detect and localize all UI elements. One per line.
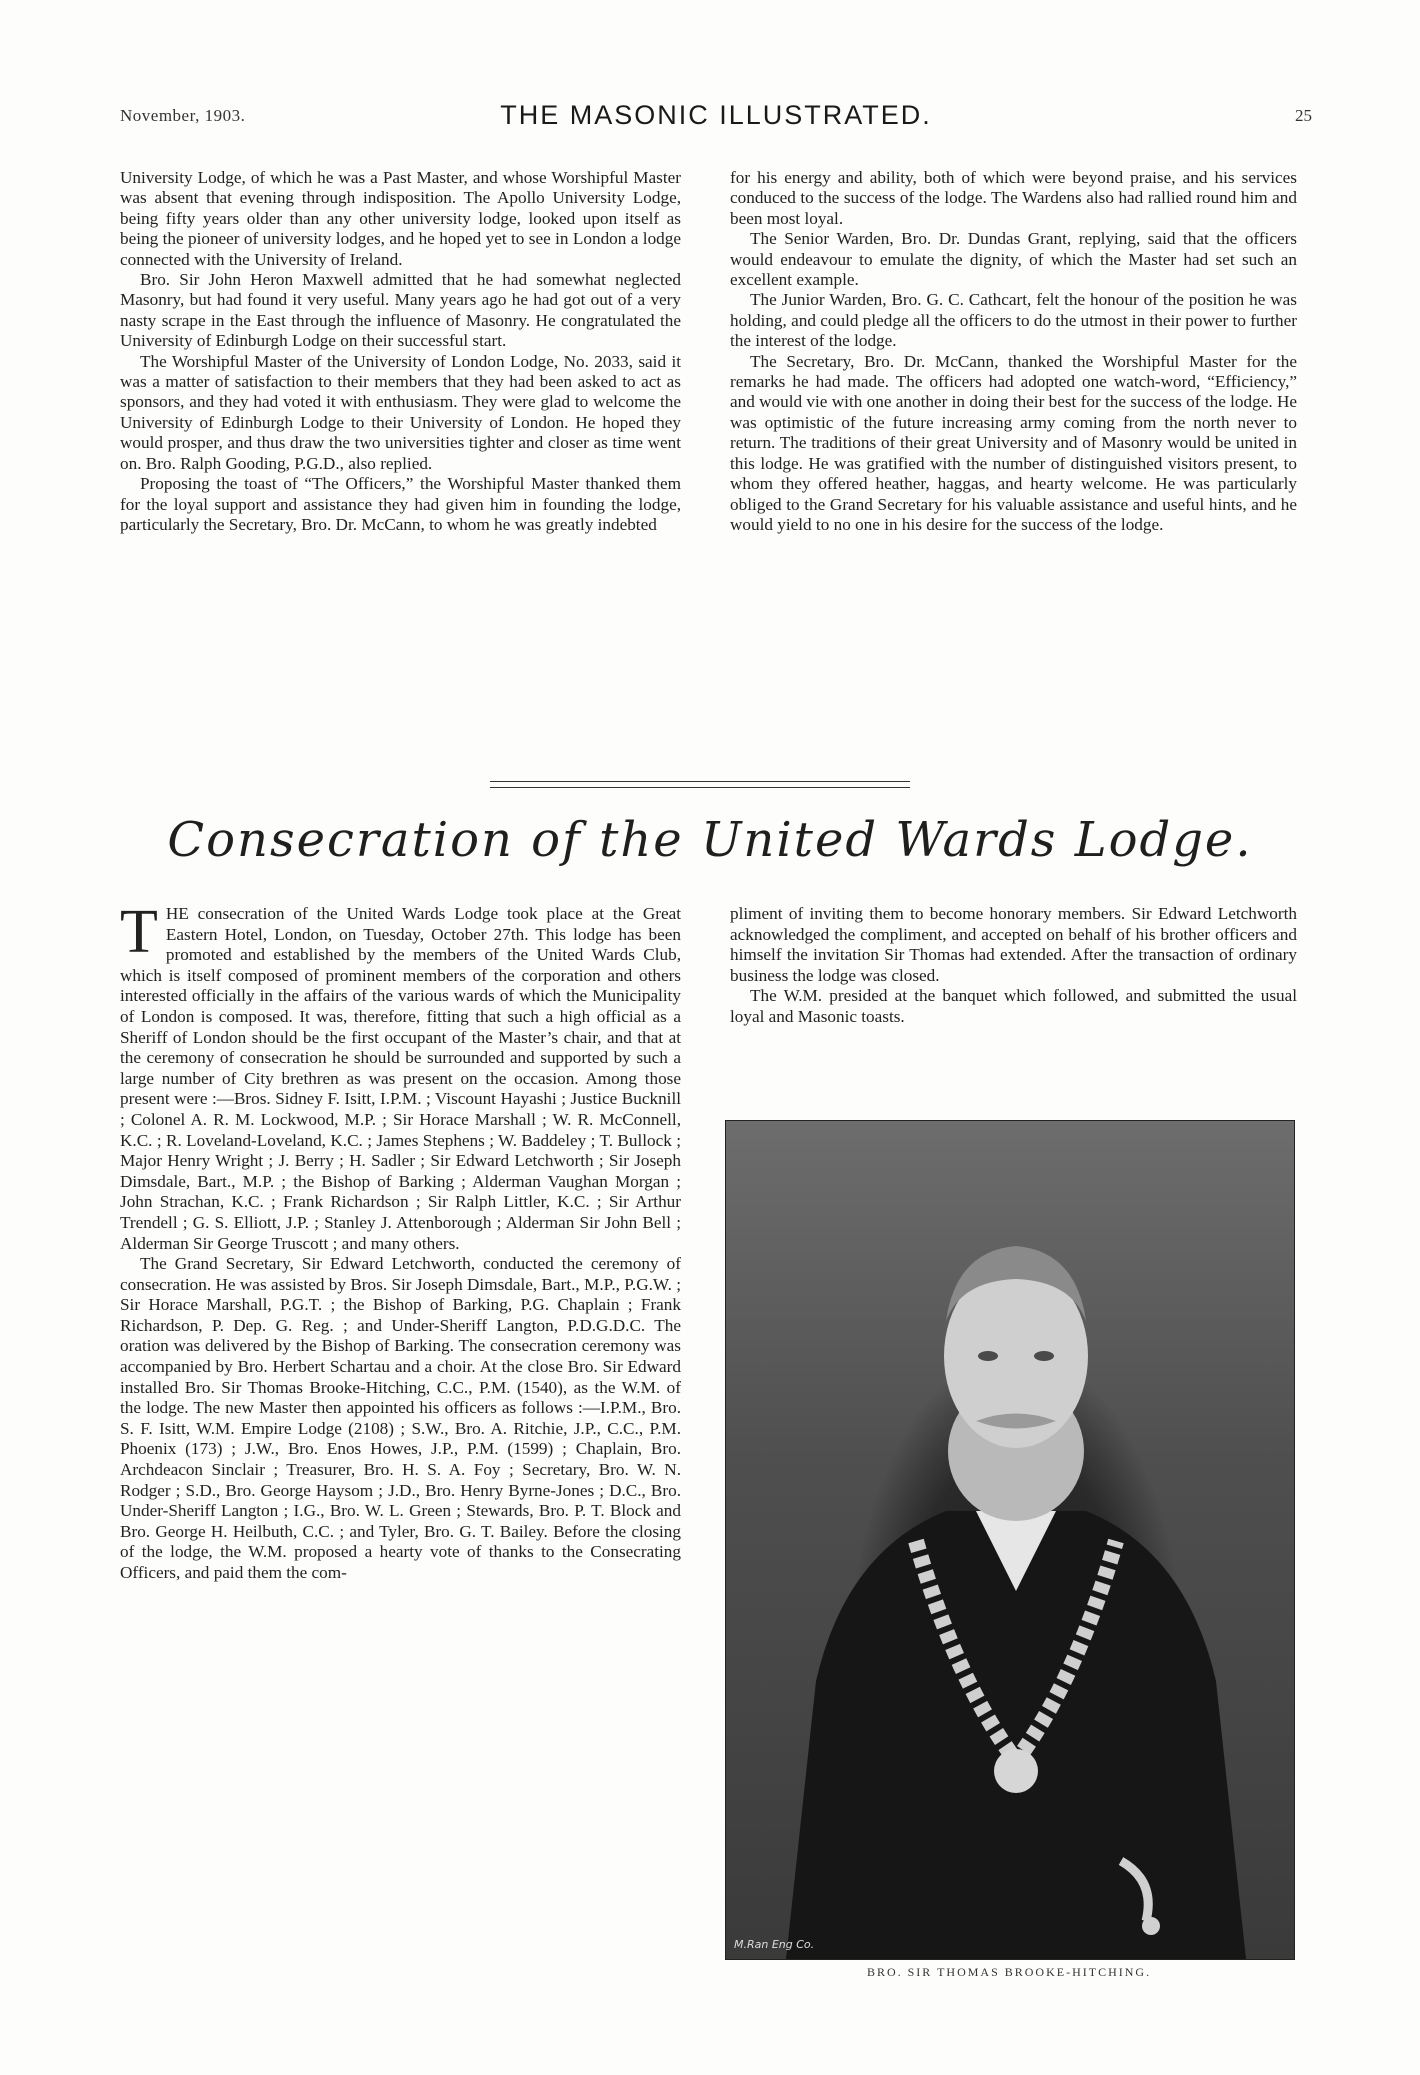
paragraph: The Secretary, Bro. Dr. McCann, thanked the Worshipful Master for the remarks he had made. The officers had adopted one watch-word, “Efficiency,” and would vie with one another in doing their best for the success of the lodge. He was optimistic of the future increasing army coming from the north never to return. The traditions of their great University and of Masonry would be united in this lodge. He was gratified with the number of distinguished visitors present, to whom they offered heather, haggas, and hearty welcome. He was particularly obliged to the Grand Secretary for his valuable assistance and useful hints, and he would yield to no one in his desire for the success of the lodge. — [730, 351, 1297, 534]
publication-title: THE MASONIC ILLUSTRATED. — [500, 100, 932, 130]
paragraph: The Worshipful Master of the University of London Lodge, No. 2033, said it was a matter of satisfaction to their members that they had been asked to act as sponsors, and they had voted it with enthusiasm. They were glad to welcome the University of Edinburgh Lodge to their University of London. He hoped they would prosper, and thus draw the two universities tighter and closer as time went on. Bro. Ralph Gooding, P.G.D., also replied. — [120, 351, 681, 473]
section-divider — [490, 787, 910, 788]
paragraph: The Junior Warden, Bro. G. C. Cathcart, felt the honour of the position he was holding, and could pledge all the officers to do the utmost in their power to further the interest of the lodge. — [730, 290, 1297, 351]
paragraph: Bro. Sir John Heron Maxwell admitted that he had somewhat neglected Masonry, but had found it very useful. Many years ago he had got out of a very nasty scrape in the East through the influence of Masonry. He congratulated the University of Edinburgh Lodge on their successful start. — [120, 270, 681, 351]
paragraph: The W.M. presided at the banquet which followed, and submitted the usual loyal and Masonic toasts. — [730, 986, 1297, 1026]
running-header — [120, 100, 1312, 134]
article-column-right — [730, 904, 1297, 1028]
paragraph: pliment of inviting them to become honorary members. Sir Edward Letchworth acknowledged the compliment, and accepted on behalf of his brother officers and himself the invitation Sir Thomas had extended. After the transaction of ordinary business the lodge was closed. — [730, 904, 1297, 985]
photo-credit: M.Ran Eng Co. — [734, 1938, 815, 1951]
portrait-photo — [725, 1120, 1295, 1960]
paragraph-text: HE consecration of the United Wards Lodge took place at the Great Eastern Hotel, London, on Tuesday, October 27th. This lodge has been promoted and established by the members of the United Wards Club, which is itself composed of prominent members of the corporation and others interested officially in the affairs of the various wards of which the Municipality of London is composed. It was, therefore, fitting that such a high official as a Sheriff of London should be the first occupant of the Master’s chair, and that at the ceremony of consecration he should be surrounded and supported by such a large number of City brethren as was present on the occasion. Among those present were :—Bros. Sidney F. Isitt, I.P.M. ; Viscount Hayashi ; Justice Bucknill ; Colonel A. R. M. Lockwood, M.P. ; Sir Horace Marshall ; W. R. McConnell, K.C. ; R. Loveland-Loveland, K.C. ; James Stephens ; W. Baddeley ; T. Bullock ; Major Henry Wright ; J. Berry ; H. Sadler ; Sir Edward Letchworth ; Sir Joseph Dimsdale, Bart., M.P. ; the Bishop of Barking ; Alderman Vaughan Morgan ; John Strachan, K.C. ; Frank Richardson ; Sir Ralph Littler, K.C. ; Sir Arthur Trendell ; G. S. Elliott, J.P. ; Stanley J. Attenborough ; Alderman Sir John Bell ; Alderman Sir George Truscott ; and many others. — [120, 904, 681, 1253]
portrait-figure — [726, 1121, 1294, 1959]
top-column-left — [120, 168, 681, 535]
section-divider — [490, 781, 910, 782]
page-number: 25 — [1295, 106, 1312, 125]
top-column-right — [730, 168, 1297, 535]
article-title: Consecration of the United Wards Lodge. — [167, 812, 1253, 868]
photo-caption: BRO. SIR THOMAS BROOKE-HITCHING. — [866, 1965, 1152, 1979]
article-column-left — [120, 898, 681, 1584]
issue-date: November, 1903. — [120, 106, 246, 125]
paragraph: Proposing the toast of “The Officers,” the Worshipful Master thanked them for the loyal support and assistance they had given him in founding the lodge, particularly the Secretary, Bro. Dr. McCann, to whom he was greatly indebted — [120, 474, 681, 534]
paragraph: University Lodge, of which he was a Past Master, and whose Worshipful Master was absent that evening through indisposition. The Apollo University Lodge, being fifty years older than any other university lodge, looked upon itself as being the pioneer of university lodges, and he hoped yet to see in London a lodge connected with the University of Ireland. — [120, 168, 681, 269]
paragraph — [120, 898, 681, 1254]
drop-cap: T — [120, 898, 158, 966]
paragraph: The Senior Warden, Bro. Dr. Dundas Grant, replying, said that the officers would endeavour to emulate the dignity, of which the Master had set such an excellent example. — [730, 229, 1297, 290]
paragraph: for his energy and ability, both of which were beyond praise, and his services conduced to the success of the lodge. The Wardens also had rallied round him and been most loyal. — [730, 168, 1297, 228]
paragraph: The Grand Secretary, Sir Edward Letchworth, conducted the ceremony of consecration. He was assisted by Bros. Sir Joseph Dimsdale, Bart., M.P., P.G.W. ; Sir Horace Marshall, P.G.T. ; the Bishop of Barking, P.G. Chaplain ; Frank Richardson, P. Dep. G. Reg. ; and Under-Sheriff Langton, P.D.G.D.C. The oration was delivered by the Bishop of Barking. The consecration ceremony was accompanied by Bro. Herbert Schartau and a choir. At the close Bro. Sir Edward installed Bro. Sir Thomas Brooke-Hitching, C.C., P.M. (1540), as the W.M. of the lodge. The new Master then appointed his officers as follows :—I.P.M., Bro. S. F. Isitt, W.M. Empire Lodge (2108) ; S.W., Bro. A. Ritchie, J.P., C.C., P.M. Phoenix (173) ; J.W., Bro. Enos Howes, J.P., P.M. (1599) ; Chaplain, Bro. Archdeacon Sinclair ; Treasurer, Bro. H. S. A. Foy ; Secretary, Bro. W. N. Rodger ; S.D., Bro. George Haysom ; J.D., Bro. Henry Byrne-Jones ; D.C., Bro. Under-Sheriff Langton ; I.G., Bro. W. L. Green ; Stewards, Bro. P. T. Block and Bro. George H. Heilbuth, C.C. ; and Tyler, Bro. G. T. Bailey. Before the closing of the lodge, the W.M. proposed a hearty vote of thanks to the Consecrating Officers, and paid them the com- — [120, 1254, 681, 1582]
